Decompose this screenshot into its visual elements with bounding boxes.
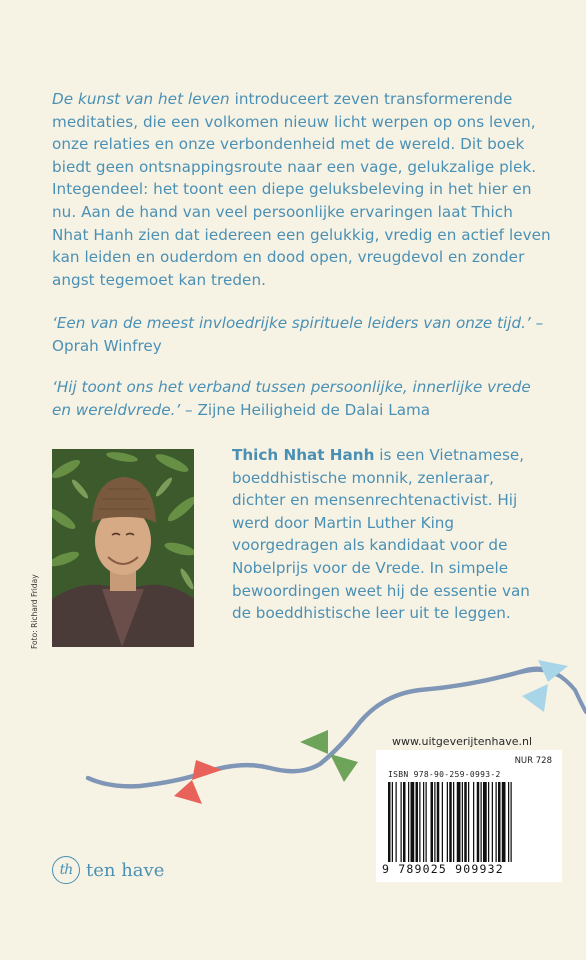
barcode-bar [453,782,454,862]
barcode-bar [408,782,409,862]
barcode-bar [419,782,420,862]
barcode-bar [388,782,391,862]
endorsement-quote [52,376,552,421]
barcode-bar [437,782,440,862]
barcode-bar [411,782,415,862]
barcode-bar [403,782,406,862]
barcode-panel [376,750,562,882]
nur-code: NUR 728 [514,756,552,766]
publisher-url[interactable]: www.uitgeverijtenhave.nl [392,735,533,748]
barcode-bar [496,782,497,862]
barcode-bar [416,782,419,862]
author-photo [52,449,194,647]
back-cover-blurb [52,88,552,291]
publisher-logo-mark: th [52,856,80,884]
blurb-text: introduceert zeven transformerende meditaties, die een volkomen nieuw licht werpen op ons leven, onze relaties en onze verbondenheid met de wereld. Dit boek biedt geen ontsnappingsroute naar een vage, gelukzalige plek. Integendeel: het toont een diepe geluksbeleving in het hier en nu. Aan de hand van veel persoonlijke ervaringen laat Thich Nhat Hanh zien dat iedereen een gelukkig, vredig en actief leven kan leiden en ouderdom en dood open, vreugdevol en zonder angst tegemoet kan treden. [52,90,551,289]
barcode-bar [502,782,506,862]
barcode-bars [388,782,552,862]
book-title: De kunst van het leven [52,90,230,108]
endorsement-quote [52,312,552,357]
author-name: Thich Nhat Hanh [232,446,375,464]
barcode-bar [508,782,509,862]
barcode-bar [442,782,443,862]
barcode-bar [483,782,487,862]
barcode-bar [401,782,402,862]
author-bio-text: is een Vietnamese, boeddhistische monnik, zenleraar, dichter en mensenrechtenactivist. Hij werd door Martin Luther King voorgedragen als kandidaat voor de Nobelprijs voor de Vrede. In simpele bewoordingen weet hij de essentie van de boeddhistische leer uit te leggen. [232,446,530,623]
barcode-bar [464,782,467,862]
barcode-bar [396,782,397,862]
barcode-bar [511,782,512,862]
publisher-logo [52,856,164,884]
quote-author: – Oprah Winfrey [52,314,544,355]
barcode-bar [473,782,474,862]
barcode-bar [423,782,424,862]
quote-text: ‘Hij toont ons het verband tussen persoonlijke, innerlijke vrede en wereldvrede.’ [52,378,531,419]
red-bow-icon [174,760,222,804]
barcode-bar [431,782,434,862]
barcode-bar [462,782,463,862]
isbn-text: ISBN 978-90-259-0993-2 [388,770,501,779]
barcode-number: 9 789025 909932 [382,862,504,876]
author-bio [232,444,552,625]
publisher-logo-text: ten have [86,859,165,881]
barcode-bar [426,782,427,862]
barcode-bar [434,782,435,862]
barcode-bar [447,782,448,862]
barcode-bar [392,782,393,862]
barcode-bar [468,782,469,862]
barcode-bar [477,782,480,862]
barcode-bar [492,782,493,862]
photo-credit: Foto: Richard Friday [30,574,39,649]
barcode-bar [481,782,482,862]
barcode-bar [457,782,461,862]
barcode-bar [488,782,489,862]
quote-author: – Zijne Heiligheid de Dalai Lama [180,400,431,419]
quote-text: ‘Een van de meest invloedrijke spirituele leiders van onze tijd.’ [52,314,531,332]
barcode-bar [449,782,452,862]
barcode-bar [498,782,501,862]
